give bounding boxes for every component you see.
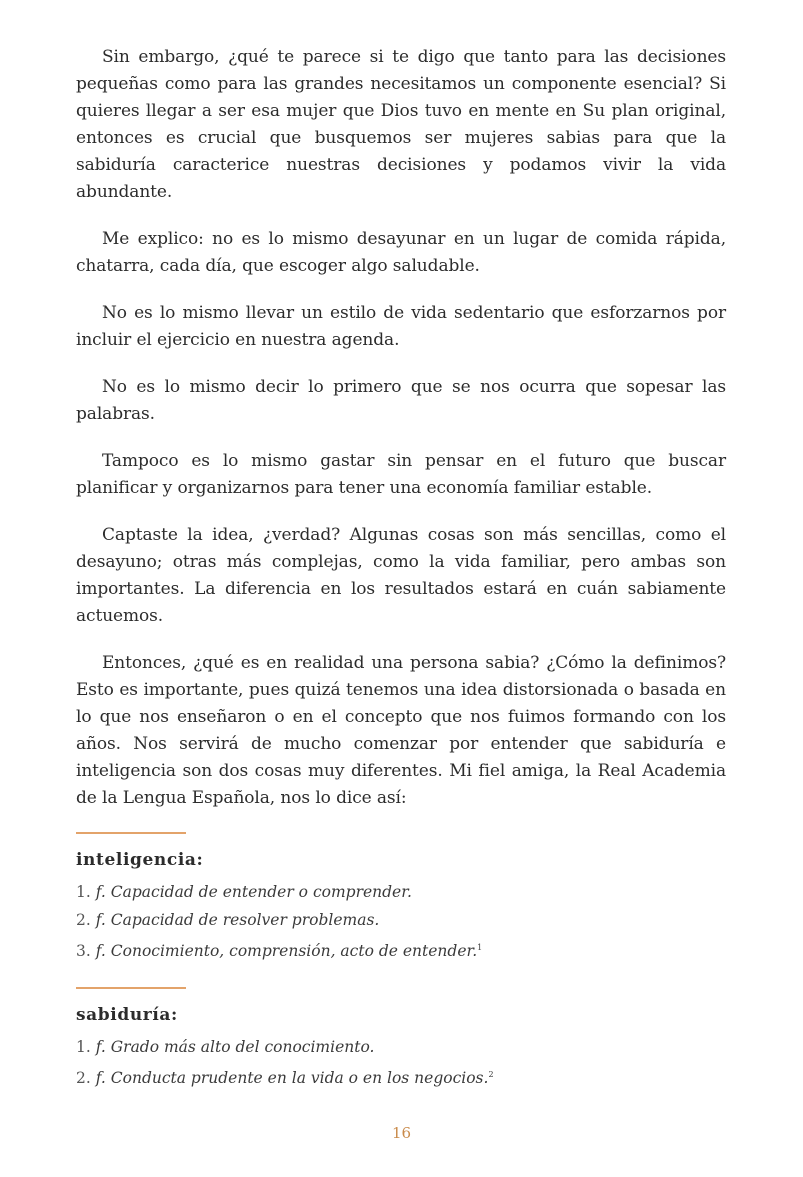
definition-text: f. Capacidad de resolver problemas. [95, 911, 380, 929]
definition-number: 2. [76, 1069, 91, 1088]
divider [76, 832, 186, 834]
definition-item [76, 934, 726, 965]
definition-item [76, 906, 726, 934]
definition-number: 3. [76, 942, 91, 961]
definition-list [76, 878, 726, 965]
definition-number: 1. [76, 883, 91, 901]
definition-block-inteligencia [76, 832, 726, 965]
paragraph: Sin embargo, ¿qué te parece si te digo que tanto para las decisiones pequeñas como para las grandes necesitamos un componente esencial? Si quieres llegar a ser esa mujer que Dios tuvo en mente en Su plan original, entonces es crucial que busquemos ser mujeres sabias para que la sabiduría caracterice nuestras decisiones y podamos vivir la vida abundante. [76, 47, 726, 202]
definition-text: f. Grado más alto del conocimiento. [95, 1038, 375, 1057]
definition-item [76, 1033, 726, 1061]
definition-number: 2. [76, 911, 91, 929]
paragraph: No es lo mismo llevar un estilo de vida sedentario que esforzarnos por incluir el ejercicio en nuestra agenda. [76, 303, 726, 350]
paragraph: No es lo mismo decir lo primero que se nos ocurra que sopesar las palabras. [76, 377, 726, 424]
divider [76, 987, 186, 989]
paragraph: Captaste la idea, ¿verdad? Algunas cosas son más sencillas, como el desayuno; otras más complejas, como la vida familiar, pero ambas son importantes. La diferencia en los resultados estará en cuán sabiamente actuemos. [76, 525, 726, 626]
paragraph: Me explico: no es lo mismo desayunar en un lugar de comida rápida, chatarra, cada día, que escoger algo saludable. [76, 229, 726, 276]
paragraph: Entonces, ¿qué es en realidad una persona sabia? ¿Cómo la definimos? Esto es importante, pues quizá tenemos una idea distorsionada o basada en lo que nos enseñaron o en el concepto que nos fuimos formando con los años. Nos servirá de mucho comenzar por entender que sabiduría e inteligencia son dos cosas muy diferentes. Mi fiel amiga, la Real Academia de la Lengua Española, nos lo dice así: [76, 653, 726, 808]
definition-term: inteligencia: [76, 850, 204, 870]
footnote-marker[interactable]: 1 [477, 943, 483, 952]
definition-text: f. Capacidad de entender o comprender. [95, 883, 412, 901]
definition-item [76, 1061, 726, 1092]
definition-number: 1. [76, 1038, 91, 1057]
paragraph: Tampoco es lo mismo gastar sin pensar en el futuro que buscar planificar y organizarnos para tener una economía familiar estable. [76, 451, 726, 498]
definition-text: f. Conocimiento, comprensión, acto de entender. [95, 942, 478, 961]
book-page [76, 44, 726, 1092]
footnote-marker[interactable]: 2 [488, 1070, 494, 1080]
page-number: 16 [391, 1124, 412, 1142]
definition-text: f. Conducta prudente en la vida o en los negocios. [95, 1069, 489, 1088]
definition-block-sabiduria [76, 987, 726, 1092]
definition-item [76, 878, 726, 906]
definition-list [76, 1033, 726, 1092]
definition-term: sabiduría: [76, 1005, 178, 1026]
